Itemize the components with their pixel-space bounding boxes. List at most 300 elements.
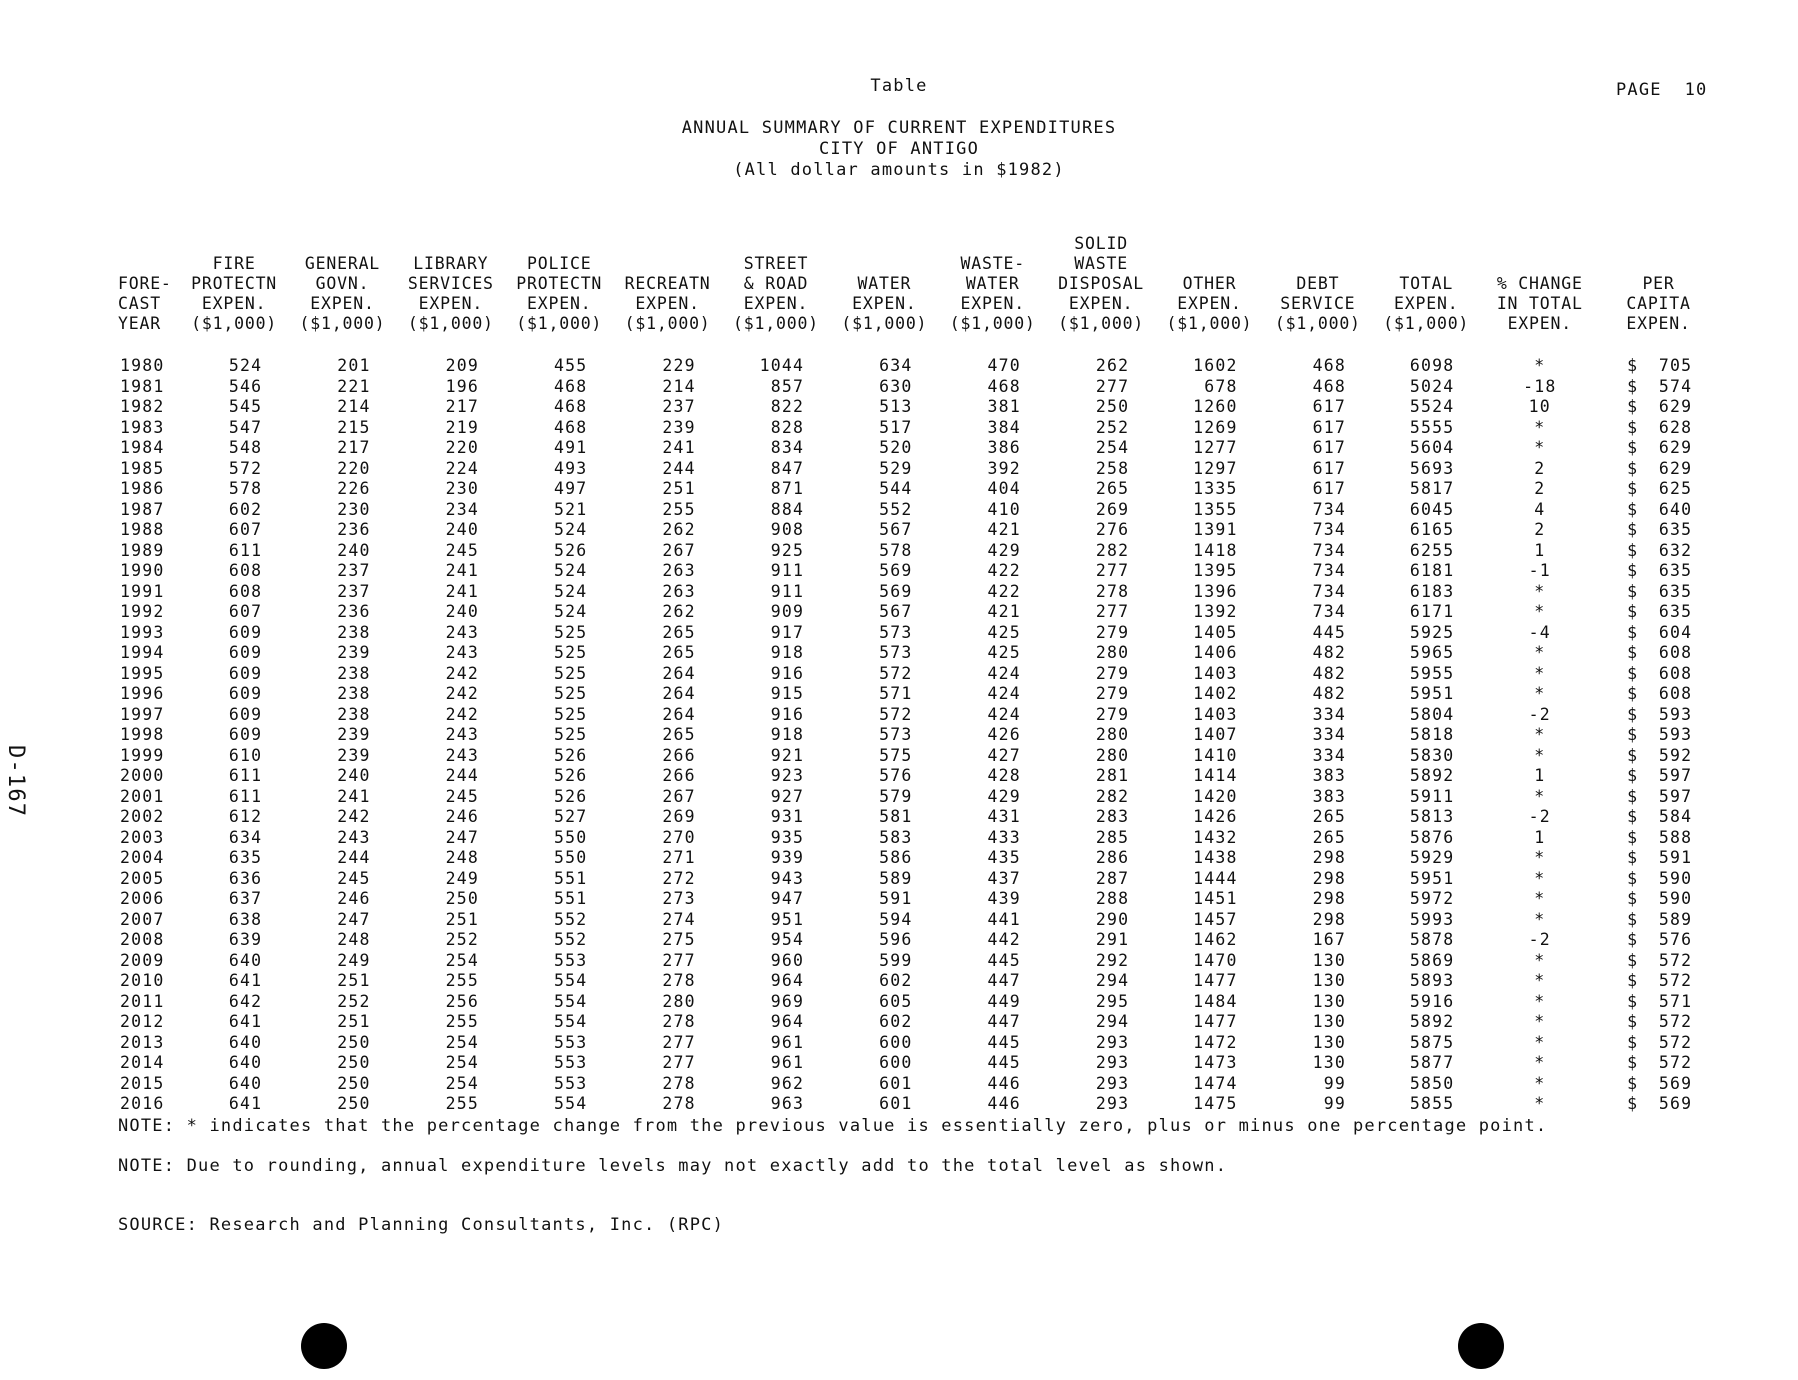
table-row (118, 1053, 1718, 1074)
expense-cell: 960 (770, 950, 805, 970)
expense-cell: 548 (228, 438, 263, 457)
expense-cell: 404 (987, 479, 1021, 498)
expense-cell: 517 (879, 417, 913, 437)
column-header-line: WATER (857, 274, 912, 293)
expense-cell: 908 (770, 520, 805, 539)
expense-cell: 6098 (1409, 356, 1455, 375)
expense-cell: 915 (770, 684, 805, 703)
expense-cell: 551 (554, 889, 588, 908)
expense-cell: 608 (228, 561, 263, 580)
expense-cell: 130 (1312, 950, 1347, 970)
currency-symbol: $ (1627, 581, 1639, 601)
column-header-line: ($1,000) (733, 314, 819, 333)
expense-cell: 217 (445, 397, 480, 416)
expense-cell: 847 (770, 458, 805, 478)
table-row (118, 1074, 1718, 1095)
expense-cell: 524 (554, 561, 588, 580)
expense-cell: 99 (1323, 1073, 1347, 1093)
per-capita-cell (1599, 684, 1718, 705)
expense-cell: 445 (987, 1032, 1021, 1052)
table-row (118, 561, 1718, 582)
expense-cell: 822 (770, 397, 805, 416)
column-header-line: EXPEN. (635, 294, 700, 313)
expense-cell: 5993 (1409, 909, 1455, 929)
per-capita-value: 608 (1658, 684, 1693, 703)
table-row (118, 623, 1718, 644)
column-header-line: EXPEN. (1394, 294, 1459, 313)
column-header-line: ($1,000) (1166, 314, 1253, 333)
column-header-line (1372, 254, 1480, 274)
expense-cell: 607 (228, 520, 263, 539)
expense-cell: 1392 (1193, 602, 1238, 621)
expense-cell: 437 (987, 868, 1021, 888)
expense-cell: 640 (228, 1032, 263, 1052)
column-header-line: ($1,000) (624, 314, 711, 333)
column-header-line: PROTECTN (191, 274, 278, 293)
expense-cell: 642 (228, 991, 263, 1011)
expense-cell: 1472 (1193, 1032, 1238, 1052)
expense-cell: 1484 (1193, 991, 1238, 1011)
expense-cell: 243 (445, 622, 480, 642)
expense-cell: 497 (554, 479, 588, 498)
expense-cell: 5892 (1409, 1012, 1455, 1031)
percent-change-cell: 2 (1534, 458, 1546, 478)
expense-cell: 265 (1312, 827, 1347, 847)
expense-cell: 429 (987, 540, 1021, 560)
expense-cell: 445 (987, 950, 1021, 970)
expense-cell: 1418 (1193, 540, 1238, 560)
per-capita-cell (1599, 582, 1718, 603)
expense-cell: 524 (228, 356, 263, 375)
expense-cell: 594 (879, 909, 913, 929)
expense-cell: 916 (770, 704, 805, 724)
expense-cell: 425 (987, 622, 1021, 642)
expense-cell: 298 (1312, 868, 1347, 888)
expense-cell: 5972 (1409, 889, 1455, 908)
column-header-line (1599, 254, 1718, 274)
table-row (118, 869, 1718, 890)
expense-cell: 828 (770, 417, 805, 437)
currency-symbol: $ (1627, 540, 1639, 560)
expense-cell: 525 (554, 663, 588, 683)
currency-symbol: $ (1627, 397, 1639, 416)
table-row (118, 418, 1718, 439)
expense-cell: 1475 (1193, 1094, 1238, 1113)
expense-cell: 243 (445, 643, 480, 662)
currency-symbol: $ (1627, 971, 1639, 990)
expense-cell: 921 (770, 745, 805, 765)
expense-cell: 601 (879, 1073, 913, 1093)
expense-cell: 734 (1312, 602, 1347, 621)
year-cell: 2016 (120, 1094, 165, 1113)
expense-cell: 242 (445, 684, 480, 703)
expense-cell: 1457 (1193, 909, 1238, 929)
table-label: Table (870, 76, 928, 96)
expense-cell: 641 (228, 1094, 263, 1113)
percent-change-cell: * (1534, 745, 1546, 765)
expense-cell: 5869 (1409, 950, 1455, 970)
per-capita-cell (1599, 1053, 1718, 1074)
per-capita-value: 574 (1658, 376, 1693, 396)
per-capita-value: 571 (1658, 991, 1693, 1011)
percent-change-cell: * (1534, 1053, 1546, 1072)
expense-cell: 5604 (1409, 438, 1455, 457)
expense-cell: 1444 (1193, 868, 1238, 888)
column-header-line: EXPEN. (960, 294, 1025, 313)
expense-cell: 546 (228, 376, 263, 396)
per-capita-cell (1599, 1074, 1718, 1095)
per-capita-value: 635 (1658, 520, 1693, 539)
expense-cell: 491 (554, 438, 588, 457)
column-header-line: WASTE- (960, 254, 1025, 273)
expense-cell: 857 (770, 376, 805, 396)
per-capita-value: 705 (1658, 356, 1693, 375)
percent-change-cell: * (1534, 991, 1546, 1011)
column-header (1155, 234, 1263, 356)
expense-cell: 6165 (1409, 520, 1455, 539)
expense-cell: 1410 (1193, 745, 1238, 765)
year-cell: 1999 (120, 745, 165, 765)
expense-cell: 1406 (1193, 643, 1238, 662)
expense-cell: 266 (662, 745, 696, 765)
expense-cell: 5876 (1409, 827, 1455, 847)
expense-cell: 482 (1312, 684, 1347, 703)
per-capita-cell (1599, 561, 1718, 582)
year-cell: 2015 (120, 1073, 165, 1093)
column-header-line: EXPEN. (201, 294, 267, 313)
expense-cell: 5855 (1409, 1094, 1455, 1113)
percent-change-cell: -18 (1523, 376, 1557, 396)
expense-cell: 909 (770, 602, 805, 621)
expense-cell: 567 (879, 520, 913, 539)
per-capita-value: 589 (1658, 909, 1693, 929)
expense-cell: 265 (1095, 479, 1130, 498)
column-header (1047, 234, 1155, 356)
year-cell: 2014 (120, 1053, 165, 1072)
expense-cell: 425 (987, 643, 1021, 662)
expense-cell: 529 (879, 458, 913, 478)
expense-cell: 617 (1312, 417, 1347, 437)
expense-cell: 943 (770, 868, 805, 888)
table-row (118, 500, 1718, 521)
currency-symbol: $ (1627, 868, 1639, 888)
expense-cell: 552 (879, 499, 913, 519)
expense-cell: 251 (445, 909, 480, 929)
year-cell: 1995 (120, 663, 165, 683)
currency-symbol: $ (1627, 622, 1639, 642)
expense-cell: 734 (1312, 581, 1347, 601)
expense-cell: 550 (554, 848, 588, 867)
expense-cell: 1477 (1193, 971, 1238, 990)
expense-cell: 229 (662, 356, 696, 375)
column-header (397, 234, 505, 356)
expense-cell: 6171 (1409, 602, 1455, 621)
binder-hole-left (301, 1323, 347, 1369)
currency-symbol: $ (1627, 376, 1639, 396)
column-header (1264, 234, 1372, 356)
column-header (1372, 234, 1480, 356)
per-capita-cell (1599, 438, 1718, 459)
expense-cell: 264 (662, 663, 696, 683)
per-capita-cell (1599, 397, 1718, 418)
expense-cell: 226 (337, 479, 371, 498)
expense-cell: 386 (987, 438, 1021, 457)
expense-cell: 278 (662, 1012, 696, 1031)
per-capita-cell (1599, 807, 1718, 828)
expense-cell: 526 (554, 745, 588, 765)
per-capita-cell (1599, 992, 1718, 1013)
column-header-line: EXPEN. (1507, 314, 1572, 333)
expense-cell: 1470 (1193, 950, 1238, 970)
currency-symbol: $ (1627, 930, 1639, 949)
column-header-line: RECREATN (624, 274, 711, 293)
per-capita-value: 592 (1658, 745, 1693, 765)
expense-cell: 264 (662, 684, 696, 703)
column-header-line: ($1,000) (949, 314, 1036, 333)
currency-symbol: $ (1627, 479, 1639, 498)
currency-symbol: $ (1627, 602, 1639, 621)
expense-cell: 254 (445, 1032, 480, 1052)
expense-cell: 525 (554, 643, 588, 662)
expense-cell: 1260 (1193, 397, 1238, 416)
expense-cell: 1477 (1193, 1012, 1238, 1031)
per-capita-value: 572 (1658, 1053, 1693, 1072)
expense-cell: 241 (662, 438, 696, 457)
table-row (118, 479, 1718, 500)
expense-cell: 267 (662, 540, 696, 560)
column-header-line: ($1,000) (299, 314, 386, 333)
table-row (118, 910, 1718, 931)
expense-cell: 441 (987, 909, 1021, 929)
expense-cell: 269 (662, 807, 696, 826)
expense-cell: 573 (879, 622, 913, 642)
expense-cell: 969 (770, 991, 805, 1011)
column-header-line: POLICE (527, 254, 592, 273)
column-header-line: % CHANGE (1496, 274, 1583, 293)
per-capita-cell (1599, 951, 1718, 972)
expense-cell: 468 (1312, 356, 1347, 375)
currency-symbol: $ (1627, 663, 1639, 683)
expense-cell: 630 (879, 376, 913, 396)
year-cell: 2013 (120, 1032, 165, 1052)
expense-cell: 573 (879, 643, 913, 662)
column-header-line: TOTAL (1399, 274, 1454, 293)
expense-cell: 277 (1095, 602, 1130, 621)
per-capita-value: 569 (1658, 1073, 1693, 1093)
expense-cell: 238 (337, 622, 371, 642)
expense-cell: 265 (662, 622, 696, 642)
column-header (505, 234, 613, 356)
column-header-line: & ROAD (743, 274, 809, 293)
expense-cell: 578 (879, 540, 913, 560)
city-name: CITY OF ANTIGO (818, 139, 980, 159)
expense-cell: 6183 (1409, 581, 1455, 601)
expense-cell: 617 (1312, 458, 1347, 478)
column-header-line: GOVN. (315, 274, 370, 293)
column-header-line: EXPEN. (743, 294, 809, 313)
expense-cell: 470 (987, 356, 1021, 375)
expense-cell: 262 (662, 520, 696, 539)
expense-cell: 254 (445, 1073, 480, 1093)
expense-cell: 255 (445, 1012, 480, 1031)
year-cell: 2001 (120, 786, 165, 806)
page-side-mark: D-167 (3, 745, 28, 818)
expense-cell: 239 (662, 417, 696, 437)
expense-cell: 239 (337, 745, 371, 765)
expense-cell: 527 (554, 807, 588, 826)
expense-cell: 1269 (1193, 417, 1238, 437)
expense-cell: 923 (770, 766, 805, 785)
expense-cell: 255 (662, 499, 696, 519)
currency-symbol: $ (1627, 1073, 1639, 1093)
per-capita-value: 629 (1658, 397, 1693, 416)
expense-cell: 290 (1095, 909, 1130, 929)
per-capita-cell (1599, 910, 1718, 931)
per-capita-value: 572 (1658, 950, 1693, 970)
expense-cell: 278 (662, 1094, 696, 1113)
currency-symbol: $ (1627, 950, 1639, 970)
currency-symbol: $ (1627, 561, 1639, 580)
per-capita-cell (1599, 541, 1718, 562)
expense-cell: 446 (987, 1094, 1021, 1113)
expense-cell: 525 (554, 725, 588, 744)
currency-symbol: $ (1627, 848, 1639, 867)
expense-cell: 250 (337, 1032, 371, 1052)
expense-cell: 575 (879, 745, 913, 765)
per-capita-cell (1599, 418, 1718, 439)
expense-cell: 294 (1095, 1012, 1130, 1031)
expense-cell: 271 (662, 848, 696, 867)
expense-cell: 572 (228, 458, 263, 478)
expense-cell: 236 (337, 602, 371, 621)
expense-cell: 1474 (1193, 1073, 1238, 1093)
expense-cell: 1414 (1193, 766, 1238, 785)
expense-cell: 238 (337, 684, 371, 703)
column-header-line: GENERAL (304, 254, 381, 273)
source-citation: SOURCE: Research and Planning Consultants, Inc. (RPC) (118, 1215, 725, 1235)
percent-change-cell: 4 (1534, 499, 1546, 519)
expense-cell: 964 (770, 971, 805, 990)
percent-change-cell: * (1534, 1032, 1546, 1052)
percent-change-cell: * (1534, 417, 1546, 437)
expense-cell: 573 (879, 725, 913, 744)
table-row (118, 992, 1718, 1013)
expense-cell: 918 (770, 725, 805, 744)
column-header-line: DISPOSAL (1058, 274, 1145, 293)
expense-cell: 961 (770, 1053, 805, 1072)
percent-change-cell: 1 (1534, 827, 1546, 847)
expense-cell: 639 (228, 930, 263, 949)
per-capita-cell (1599, 664, 1718, 685)
per-capita-cell (1599, 602, 1718, 623)
expense-cell: 553 (554, 1073, 588, 1093)
per-capita-value: 635 (1658, 602, 1693, 621)
expense-cell: 524 (554, 602, 588, 621)
expense-cell: 410 (987, 499, 1021, 519)
expense-cell: 250 (445, 889, 480, 908)
year-cell: 2000 (120, 766, 165, 785)
expense-cell: 600 (879, 1032, 913, 1052)
table-row (118, 541, 1718, 562)
expense-cell: 298 (1312, 889, 1347, 908)
expense-cell: 264 (662, 704, 696, 724)
expense-cell: 961 (770, 1032, 805, 1052)
column-header-line: PROTECTN (516, 274, 603, 293)
expense-cell: 250 (1095, 397, 1130, 416)
expense-cell: 611 (228, 540, 263, 560)
column-header-line (1480, 254, 1599, 274)
expense-cell: 424 (987, 663, 1021, 683)
expense-cell: 634 (879, 356, 913, 375)
expense-cell: 554 (554, 1012, 588, 1031)
expense-cell: 286 (1095, 848, 1130, 867)
expense-cell: 547 (228, 417, 263, 437)
report-title: ANNUAL SUMMARY OF CURRENT EXPENDITURES (681, 118, 1117, 138)
column-header-line: DEBT (1296, 274, 1340, 293)
expense-cell: 196 (445, 376, 480, 396)
expense-cell: 734 (1312, 540, 1347, 560)
year-cell: 1987 (120, 499, 165, 519)
expense-cell: 520 (879, 438, 913, 457)
expense-cell: 219 (445, 417, 480, 437)
table-row (118, 1094, 1718, 1115)
expense-cell: 611 (228, 766, 263, 785)
column-header-line: CAST (118, 294, 161, 313)
expense-cell: 293 (1095, 1073, 1130, 1093)
per-capita-cell (1599, 520, 1718, 541)
year-cell: 1997 (120, 704, 165, 724)
per-capita-cell (1599, 356, 1718, 377)
expense-cell: 468 (554, 397, 588, 416)
expense-cell: 609 (228, 725, 263, 744)
expense-cell: 256 (445, 991, 480, 1011)
column-header-line (613, 254, 721, 274)
currency-symbol: $ (1627, 745, 1639, 765)
expense-cell: 209 (445, 356, 480, 375)
expense-cell: 525 (554, 622, 588, 642)
expense-cell: 237 (337, 581, 371, 601)
expense-cell: 468 (554, 417, 588, 437)
year-cell: 2010 (120, 971, 165, 990)
per-capita-cell (1599, 725, 1718, 746)
expense-cell: 610 (228, 745, 263, 765)
per-capita-cell (1599, 1012, 1718, 1033)
expense-cell: 583 (879, 827, 913, 847)
expense-cell: 5955 (1409, 663, 1455, 683)
expense-cell: 5830 (1409, 745, 1455, 765)
expense-cell: 544 (879, 479, 913, 498)
expense-cell: 482 (1312, 643, 1347, 662)
percent-change-cell: * (1534, 909, 1546, 929)
expense-cell: 282 (1095, 540, 1130, 560)
expense-cell: 734 (1312, 520, 1347, 539)
expense-cell: 428 (987, 766, 1021, 785)
column-header-line (1155, 254, 1263, 274)
expense-cell: 246 (337, 889, 371, 908)
expense-cell: 954 (770, 930, 805, 949)
expense-cell: 442 (987, 930, 1021, 949)
year-cell: 2006 (120, 889, 165, 908)
column-header-line: FIRE (212, 254, 256, 273)
expense-cell: 1355 (1193, 499, 1238, 519)
currency-symbol: $ (1627, 499, 1639, 519)
expense-cell: 238 (337, 704, 371, 724)
expense-cell: 5878 (1409, 930, 1455, 949)
expense-cell: 5693 (1409, 458, 1455, 478)
table-row (118, 725, 1718, 746)
expense-cell: 1277 (1193, 438, 1238, 457)
per-capita-cell (1599, 828, 1718, 849)
